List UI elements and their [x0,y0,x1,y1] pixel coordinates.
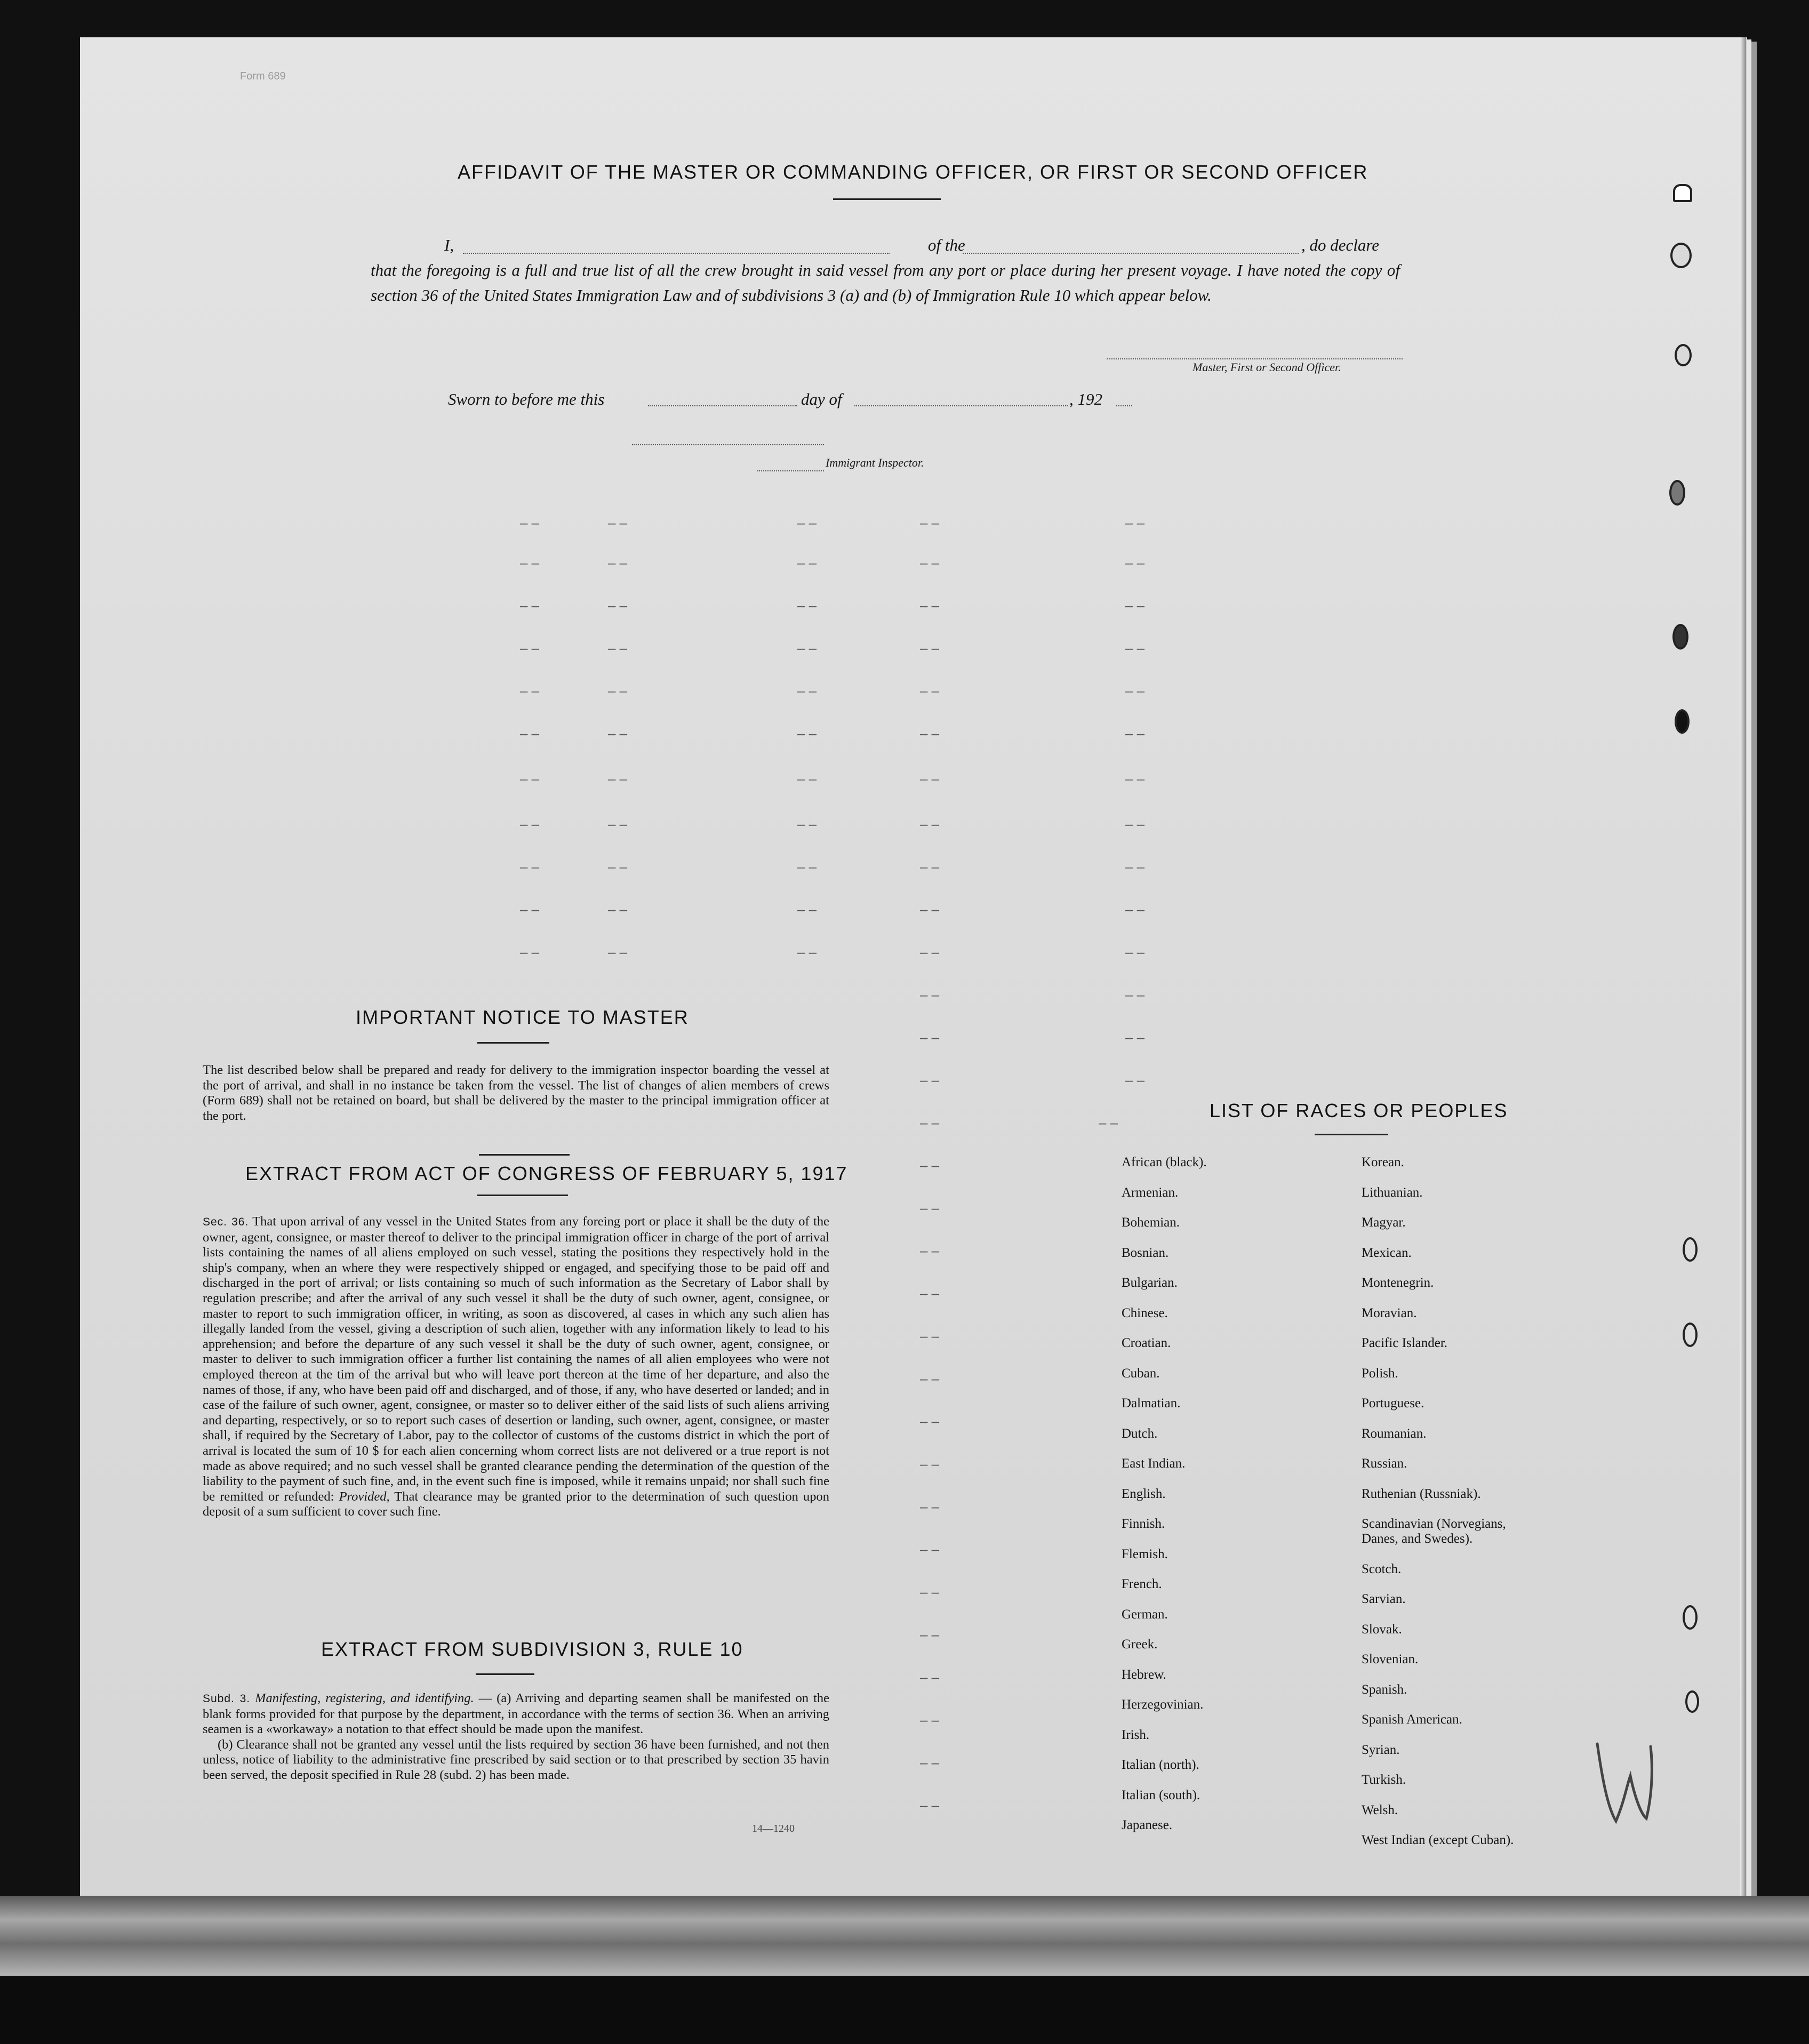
rule-title-rule [476,1673,534,1675]
race-item: Moravian. [1362,1305,1417,1320]
race-item: Dutch. [1122,1426,1158,1441]
inspector-signature-line-2 [757,470,824,471]
rule-body [203,1691,829,1783]
race-item: Armenian. [1122,1185,1179,1200]
race-item: French. [1122,1577,1162,1591]
affidavit-of-the-label: of the [928,236,965,254]
scan-bottom-edge [0,1896,1809,1976]
day-of-label: day of [801,390,842,408]
race-item: Italian (north). [1122,1758,1199,1772]
month-field-line [854,405,1068,406]
race-item: Syrian. [1362,1742,1400,1757]
race-item: Greek. [1122,1637,1158,1652]
race-item: Spanish. [1362,1682,1407,1697]
race-item: Mexican. [1362,1245,1412,1260]
subd-label: Subd. 3. [203,1693,251,1705]
act-body [203,1214,829,1520]
race-item: Slovenian. [1362,1652,1419,1666]
race-item: Bosnian. [1122,1245,1169,1260]
notice-body: The list described below shall be prepared and ready for delivery to the immigration inspector boarding the vessel at the port of arrival, and shall in no instance be taken from the vessel. The list of changes of alien members of crews (Form 689) shall not be retained on board, but shall be delivered by the master to the principal immigration officer at the port. [203,1063,829,1123]
race-item: African (black). [1122,1155,1207,1169]
race-item: Sarvian. [1362,1592,1406,1606]
race-item: Spanish American. [1362,1712,1462,1727]
race-item: Pacific Islander. [1362,1336,1448,1350]
race-item: West Indian (except Cuban). [1362,1833,1514,1847]
race-item: Chinese. [1122,1305,1168,1320]
para-a-text: — (a) Arriving and departing seamen shall be manifested on the blank forms provided for that purpose by the department, in accordance with the terms of section 36. When an arriving seamen is a «workaway» a notation to that effect should be made upon the manifest. [203,1691,830,1737]
scan-background [0,1976,1809,2044]
name-field-line [463,253,890,254]
race-item: Croatian. [1122,1336,1171,1350]
notice-title: IMPORTANT NOTICE TO MASTER [356,1006,689,1028]
print-code: 14—1240 [752,1823,795,1834]
inspector-label: Immigrant Inspector. [826,456,924,469]
race-item: Bohemian. [1122,1215,1180,1230]
vessel-field-line [963,253,1299,254]
affidavit-body: that the foregoing is a full and true list of all the crew brought in said vessel from any port or place during her present voyage. I have noted the copy of section 36 of the United States Immigration Law and of subdivisions 3 (a) and (b) of Immigration Rule 10 which appear below. [371,261,1400,304]
section-text: That upon arrival of any vessel in the United States from any foreing port or place it shall be the duty of the owner, agent, consignee, or master thereof to deliver to the principal immigration officer in charge of the port of arrival lists containing the names of all aliens employed on such vessel, stating the positions they respectively hold in the ship's company, when an where they were respectively shipped or engaged, and specifying those to be paid off and discharged in the port of arrival; or lists containing so much of such information as the Secretary of Labor shall by regulation prescribe; and after the arrival of any such vessel it shall be the duty of such owner, agent, consignee, or master to report to such immigration officer, in writing, as soon as discovered, al cases in which any such alien has illegally landed from the vessel, giving a description of such alien, together with any information likely to lead to his apprehension; and before the departure of any such vessel it shall be the duty of such owner, agent, consignee, or master to deliver to such immigration officer a further list containing the names of all alien employees who were not employed thereon at the tim of the arrival but who will leave port thereon at the time of her departure, and also the names of those, if any, who have been paid off and discharged, and of those, if any, who have deserted or landed; and in case of the failure of such owner, agent, consignee, or master so to deliver either of the said lists of such aliens arriving and departing, respectively, or so to report such cases of desertion or landing, such owner, agent, consignee, or master shall, if required by the Secretary of Labor, pay to the collector of customs of the customs district in which the port of arrival is located the sum of 10 $ for each alien concerning whom correct lists are not delivered or a true report is not made as above required; and no such vessel shall be granted clearance pending the determination of the question of the liability to the payment of such fine, and, in the event such fine is imposed, while it remains unpaid; nor shall such fine be remitted or refunded: [203,1214,829,1504]
race-item: Polish. [1362,1366,1398,1381]
subd-heading: Manifesting, registering, and identifying. [255,1691,474,1705]
race-item: Lithuanian. [1362,1185,1423,1200]
rule-para-a [203,1691,829,1737]
day-field-line [648,405,797,406]
race-item: Finnish. [1122,1517,1165,1531]
signature-label: Master, First or Second Officer. [1192,360,1341,374]
provided-text: That clearance may be granted prior to the determination of such question upon deposit of a sum sufficient to cover such fine. [203,1489,829,1519]
race-item: English. [1122,1486,1166,1501]
race-item: East Indian. [1122,1456,1186,1471]
inspector-signature-line-1 [632,444,824,445]
race-item: Dalmatian. [1122,1396,1181,1410]
races-title: LIST OF RACES OR PEOPLES [1210,1100,1508,1121]
section-label: Sec. 36. [203,1216,249,1228]
race-item: German. [1122,1607,1168,1622]
race-item: Slovak. [1362,1622,1402,1637]
race-item: Roumanian. [1362,1426,1427,1441]
race-item: Russian. [1362,1456,1407,1471]
race-item: Italian (south). [1122,1788,1200,1802]
provided-label: Provided, [339,1489,390,1504]
race-item: Herzegovinian. [1122,1697,1204,1712]
race-item: Flemish. [1122,1546,1168,1561]
race-item: Turkish. [1362,1773,1406,1787]
form-number: Form 689 [240,70,286,82]
sworn-label: Sworn to before me this [448,390,605,408]
act-title: EXTRACT FROM ACT OF CONGRESS OF FEBRUARY 5, 1917 [245,1163,848,1184]
race-item: Bulgarian. [1122,1276,1178,1290]
rule-title: EXTRACT FROM SUBDIVISION 3, RULE 10 [321,1638,743,1660]
affidavit-declare-label: , do declare [1301,236,1380,254]
race-item: Scotch. [1362,1561,1402,1576]
race-item: Montenegrin. [1362,1276,1434,1290]
act-title-rule-top [479,1154,570,1156]
year-field-line [1116,405,1132,406]
race-item: Irish. [1122,1727,1150,1742]
handwritten-w-mark [1587,1738,1667,1829]
page-edge [1740,37,1746,1925]
race-item: Portuguese. [1362,1396,1424,1410]
affidavit-title: AFFIDAVIT OF THE MASTER OR COMMANDING OFFICER, OR FIRST OR SECOND OFFICER [458,161,1368,183]
signature-line [1107,358,1403,359]
race-item: Ruthenian (Russniak). [1362,1486,1481,1501]
race-item: Cuban. [1122,1366,1160,1381]
year-label: , 192 [1069,390,1102,408]
affidavit-i-label: I, [444,236,454,254]
race-item: Scandinavian (Norvegians, [1362,1517,1506,1531]
race-item: Welsh. [1362,1802,1398,1817]
act-title-rule [477,1195,568,1196]
races-title-rule [1315,1134,1388,1135]
race-item: Hebrew. [1122,1667,1166,1682]
race-item: Magyar. [1362,1215,1406,1230]
race-item: Korean. [1362,1155,1404,1169]
rule-para-b: (b) Clearance shall not be granted any vessel until the lists required by section 36 have been furnished, and not then unless, notice of liability to the administrative fine prescribed by said section or to that prescribed by section 35 havin been served, the deposit specified in Rule 28 (subd. 2) has been made. [203,1737,829,1782]
race-item: Danes, and Swedes). [1362,1532,1473,1546]
affidavit-title-rule [833,198,941,200]
race-item: Japanese. [1122,1818,1173,1832]
notice-title-rule [477,1042,549,1044]
